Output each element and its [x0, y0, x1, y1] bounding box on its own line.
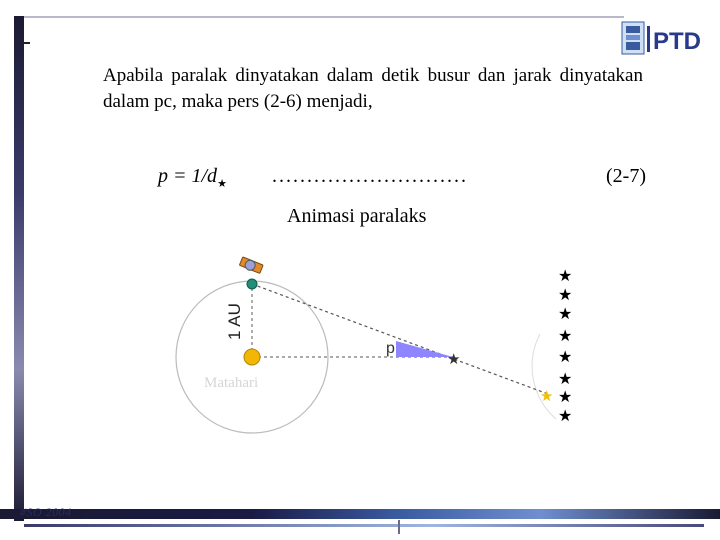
equation-number: (2-7) — [606, 165, 646, 187]
background-star: ★ — [558, 285, 573, 304]
diagram-background — [160, 244, 588, 504]
formula — [158, 165, 227, 190]
background-star: ★ — [558, 304, 573, 323]
footer-copyright: #SO 2004 — [20, 505, 72, 519]
distance-label: 1 AU — [225, 303, 244, 340]
left-tick-mark — [20, 42, 30, 44]
background-star: ★ — [558, 406, 573, 425]
animation-caption: Animasi paralaks — [287, 205, 427, 227]
formula-dot-leader: ............................ — [272, 165, 468, 187]
earth — [247, 279, 257, 289]
bottom-gradient-line — [24, 524, 704, 527]
background-star: ★ — [558, 326, 573, 345]
parallax-angle-label: p — [386, 340, 395, 357]
parallax-diagram — [160, 244, 588, 504]
far-star: ★ — [540, 387, 554, 405]
sun-label: Matahari — [204, 375, 259, 391]
bottom-decorative-bar — [0, 509, 720, 519]
bottom-divider-tick — [398, 520, 400, 534]
background-star: ★ — [558, 266, 573, 285]
svg-text:PTD: PTD — [653, 28, 701, 55]
background-star: ★ — [558, 369, 573, 388]
formula-text: p = 1/d — [158, 165, 218, 187]
top-divider-line — [24, 16, 624, 18]
body-paragraph: Apabila paralak dinyatakan dalam detik busur dan jarak dinyatakan dalam pc, maka pers (2-6) menjadi, — [103, 65, 643, 112]
background-star: ★ — [558, 387, 573, 406]
left-decorative-bar — [14, 16, 24, 521]
near-star: ★ — [447, 350, 461, 368]
sun — [244, 349, 260, 365]
formula-subscript: ★ — [217, 178, 227, 190]
logo-icon — [620, 20, 706, 56]
background-star: ★ — [558, 347, 573, 366]
